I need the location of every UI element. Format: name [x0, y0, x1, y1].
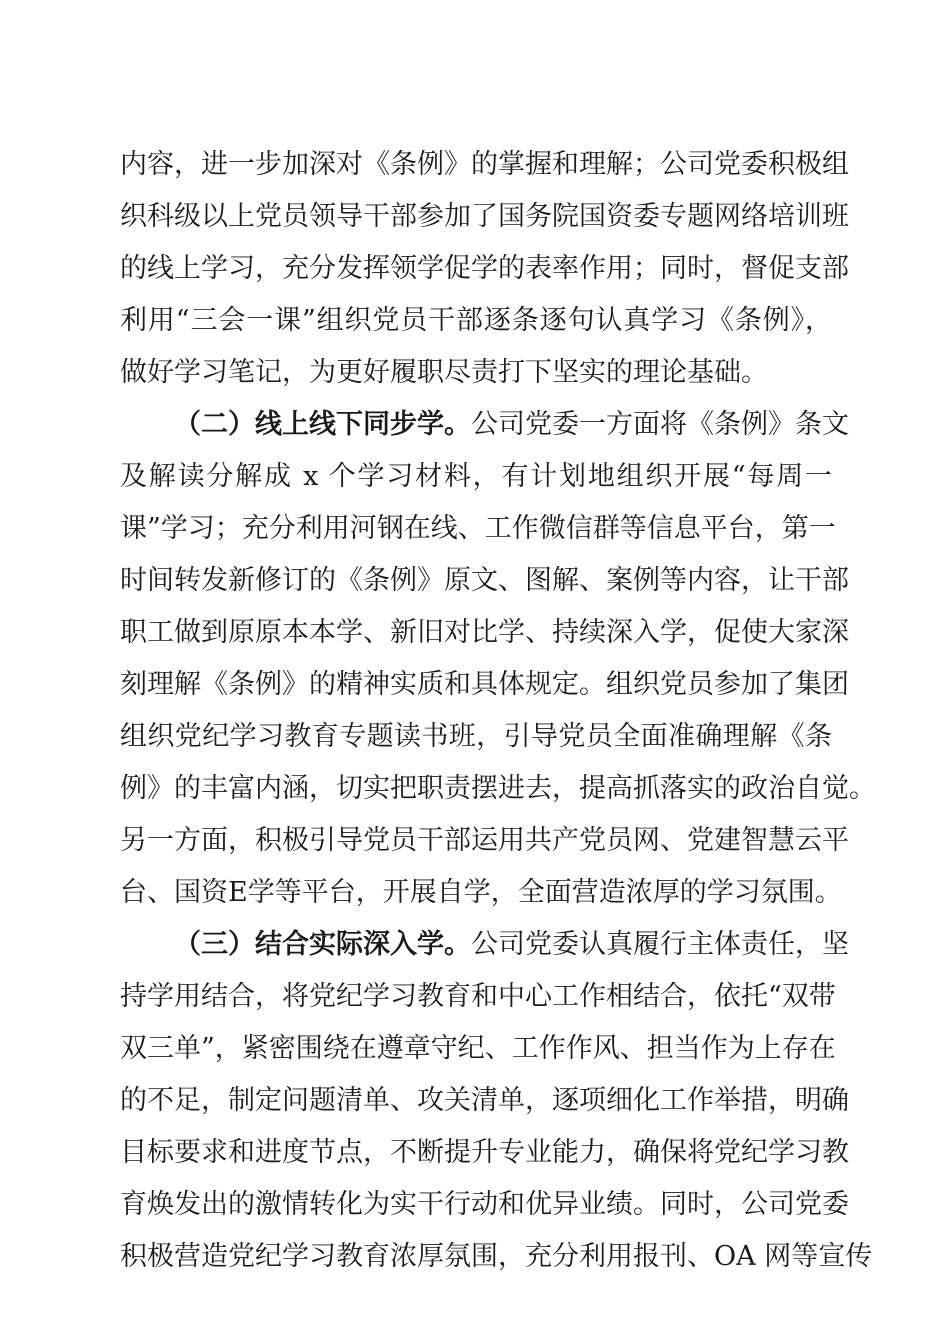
section-text: 公司党委一方面将《条例》条文: [471, 409, 849, 440]
paragraph-line: 职工做到原原本本学、新旧对比学、持续深入学，促使大家深: [120, 617, 849, 648]
paragraph-line: 双三单”，紧密围绕在遵章守纪、工作作风、担当作为上存在: [120, 1033, 836, 1064]
paragraph-line: 目标要求和进度节点，不断提升专业能力，确保将党纪学习教: [120, 1137, 849, 1168]
paragraph-line: 持学用结合，将党纪学习教育和中心工作相结合，依托“双带: [120, 981, 836, 1012]
paragraph-line: 织科级以上党员领导干部参加了国务院国资委专题网络培训班: [120, 201, 849, 232]
paragraph-line: 例》的丰富内涵，切实把职责摆进去，提高抓落实的政治自觉。: [120, 773, 876, 804]
paragraph-line: 时间转发新修订的《条例》原文、图解、案例等内容，让干部: [120, 565, 849, 596]
paragraph-line: 及解读分解成 x 个学习材料，有计划地组织开展“每周一: [120, 461, 832, 492]
paragraph-line: 课”学习；充分利用河钢在线、工作微信群等信息平台，第一: [120, 513, 836, 544]
paragraph-line: 的不足，制定问题清单、攻关清单，逐项细化工作举措，明确: [120, 1085, 849, 1116]
paragraph-line: 育焕发出的激情转化为实干行动和优异业绩。同时，公司党委: [120, 1189, 849, 1220]
section-heading: （三）结合实际深入学。: [174, 929, 471, 960]
paragraph-line: 组织党纪学习教育专题读书班，引导党员全面准确理解《条: [120, 721, 832, 752]
paragraph-line: 另一方面，积极引导党员干部运用共产党员网、党建智慧云平: [120, 825, 849, 856]
section-first-line: [174, 405, 849, 445]
paragraph-line: 台、国资E学等平台，开展自学，全面营造浓厚的学习氛围。: [120, 877, 842, 908]
paragraph-line: 内容，进一步加深对《条例》的掌握和理解；公司党委积极组: [120, 149, 849, 180]
section-first-line: [174, 925, 849, 965]
section-text: 公司党委认真履行主体责任，坚: [471, 929, 849, 960]
paragraph-line: 刻理解《条例》的精神实质和具体规定。组织党员参加了集团: [120, 669, 849, 700]
paragraph-line: 利用“三会一课”组织党员干部逐条逐句认真学习《条例》，: [120, 305, 832, 336]
section-heading: （二）线上线下同步学。: [174, 409, 471, 440]
paragraph-line: 积极营造党纪学习教育浓厚氛围，充分利用报刊、OA 网等宣传: [120, 1241, 873, 1272]
paragraph-line: 做好学习笔记，为更好履职尽责打下坚实的理论基础。: [120, 357, 768, 388]
paragraph-line: 的线上学习，充分发挥领学促学的表率作用；同时，督促支部: [120, 253, 849, 284]
